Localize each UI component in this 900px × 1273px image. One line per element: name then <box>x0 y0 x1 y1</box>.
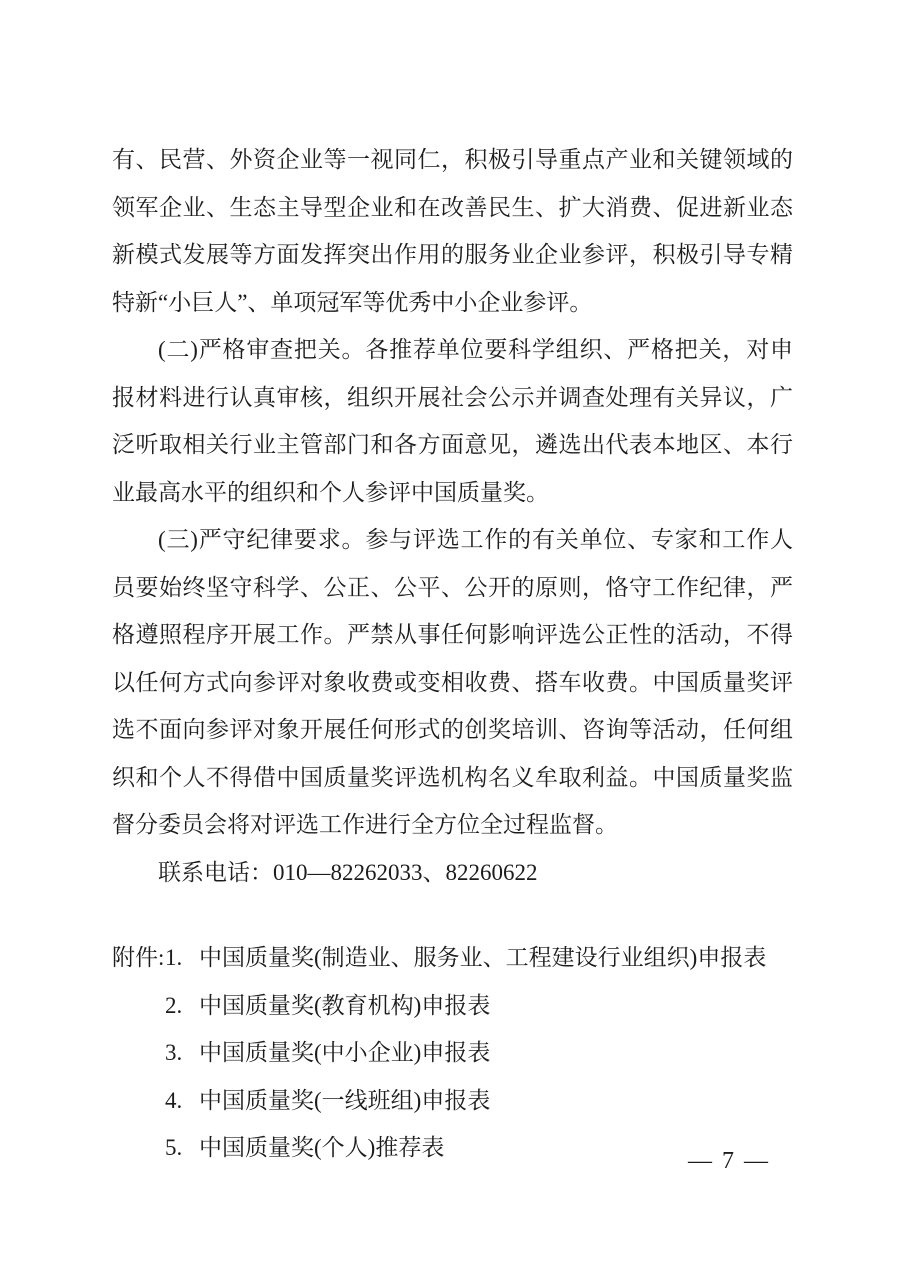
attachment-number: 2. <box>165 992 183 1018</box>
attachment-item <box>112 1029 793 1077</box>
attachment-item <box>112 934 793 982</box>
attachment-title: 中国质量奖(中小企业)申报表 <box>199 1040 491 1065</box>
attachment-list <box>112 934 793 1172</box>
paragraph-continuation: 有、民营、外资企业等一视同仁，积极引导重点产业和关键领域的领军企业、生态主导型企业和在改善民生、扩大消费、促进新业态新模式发展等方面发挥突出作用的服务业企业参评，积极引导专精特新“小巨人”、单项冠军等优秀中小企业参评。 <box>112 147 793 315</box>
attachment-title: 中国质量奖(制造业、服务业、工程建设行业组织)申报表 <box>199 945 767 970</box>
attachment-title: 中国质量奖(一线班组)申报表 <box>199 1087 491 1113</box>
attachment-number: 5. <box>165 1135 183 1160</box>
attachment-number: 1. <box>165 945 183 970</box>
attachment-title: 中国质量奖(个人)推荐表 <box>199 1135 445 1160</box>
page-number: — 7 — <box>688 1148 770 1174</box>
attachment-item <box>112 982 793 1030</box>
contact-phone-line: 联系电话：010—82262033、82260622 <box>158 859 538 885</box>
attachment-label: 附件: <box>112 945 165 970</box>
attachment-title: 中国质量奖(教育机构)申报表 <box>199 992 491 1018</box>
paragraph-section-2: (二)严格审查把关。各推荐单位要科学组织、严格把关，对申报材料进行认真审核，组织开展社会公示并调查处理有关异议，广泛听取相关行业主管部门和各方面意见，遴选出代表本地区、本行业最高水平的组织和个人参评中国质量奖。 <box>112 337 793 505</box>
attachment-number: 4. <box>165 1087 183 1113</box>
attachment-item <box>112 1077 793 1125</box>
attachment-number: 3. <box>165 1040 183 1065</box>
document-body <box>112 136 793 1172</box>
paragraph-section-3: (三)严守纪律要求。参与评选工作的有关单位、专家和工作人员要始终坚守科学、公正、公平、公开的原则，恪守工作纪律，严格遵照程序开展工作。严禁从事任何影响评选公正性的活动，不得以任何方式向参评对象收费或变相收费、搭车收费。中国质量奖评选不面向参评对象开展任何形式的创奖培训、咨询等活动，任何组织和个人不得借中国质量奖评选机构名义牟取利益。中国质量奖监督分委员会将对评选工作进行全方位全过程监督。 <box>112 527 793 837</box>
